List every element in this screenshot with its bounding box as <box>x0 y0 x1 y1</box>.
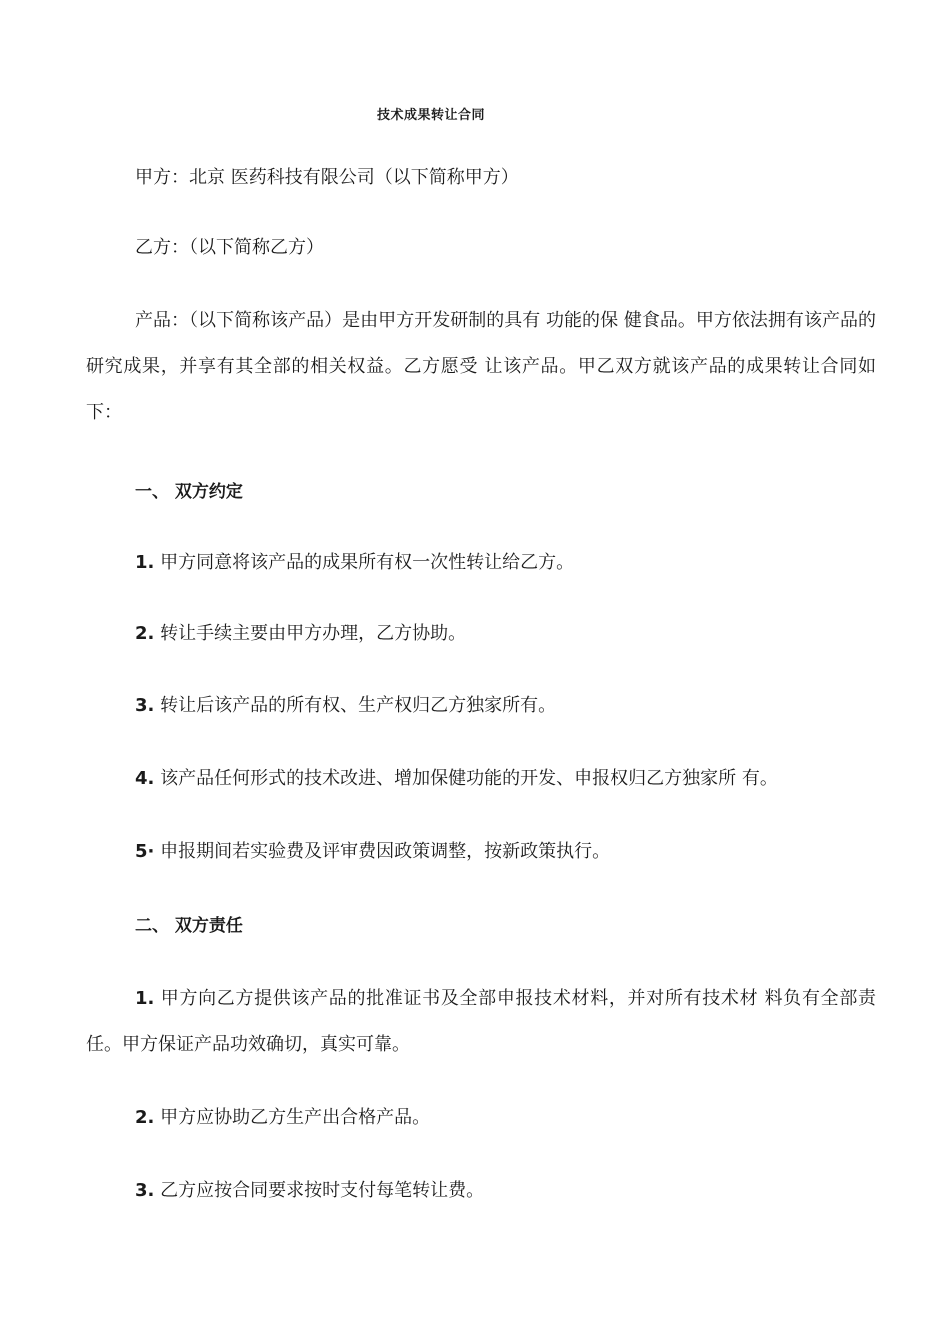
section-1-item-3 <box>86 688 925 724</box>
section-2-item-2 <box>86 1100 925 1136</box>
item-text: 转让后该产品的所有权、生产权归乙方独家所有。 <box>154 695 557 716</box>
item-number: 3. <box>135 1180 155 1201</box>
item-number: 4. <box>135 768 155 789</box>
section-1-item-2 <box>86 616 925 652</box>
item-text: 甲方应协助乙方生产出合格产品。 <box>154 1107 431 1128</box>
intro-paragraph: 产品：（以下简称该产品）是由甲方开发研制的具有 功能的保 健食品。甲方依法拥有该产品的研究成果，并享有其全部的相关权益。乙方愿受 让该产品。甲乙双方就该产品的成果转让合同如下： <box>86 310 876 423</box>
party-b-line: 乙方：（以下简称乙方） <box>135 237 324 258</box>
item-number: 2. <box>135 623 155 644</box>
party-a-line: 甲方：北京 医药科技有限公司（以下简称甲方） <box>135 167 519 188</box>
item-text: 申报期间若实验费及评审费因政策调整，按新政策执行。 <box>154 841 611 862</box>
section-1-heading: 一、 双方约定 <box>135 482 243 502</box>
item-text: 乙方应按合同要求按时支付每笔转让费。 <box>154 1180 485 1201</box>
section-2-heading: 二、 双方责任 <box>135 916 243 936</box>
section-2-item-3 <box>86 1173 925 1209</box>
section-2-item-1 <box>86 976 876 1068</box>
item-number: 3. <box>135 695 155 716</box>
item-number: 1. <box>135 988 155 1009</box>
section-1-item-1 <box>86 545 925 581</box>
item-number: 2. <box>135 1107 155 1128</box>
item-text: 甲方同意将该产品的成果所有权一次性转让给乙方。 <box>154 552 575 573</box>
item-number: 5· <box>135 841 155 862</box>
item-text: 转让手续主要由甲方办理，乙方协助。 <box>154 623 467 644</box>
document-title: 技术成果转让合同 <box>376 108 485 123</box>
section-1-item-4 <box>86 761 925 797</box>
item-text: 该产品任何形式的技术改进、增加保健功能的开发、申报权归乙方独家所 有。 <box>154 768 778 789</box>
section-1-item-5 <box>86 834 925 870</box>
item-number: 1. <box>135 552 155 573</box>
item-text: 甲方向乙方提供该产品的批准证书及全部申报技术材料，并对所有技术材 料负有全部责任。甲方保证产品功效确切，真实可靠。 <box>86 988 876 1055</box>
